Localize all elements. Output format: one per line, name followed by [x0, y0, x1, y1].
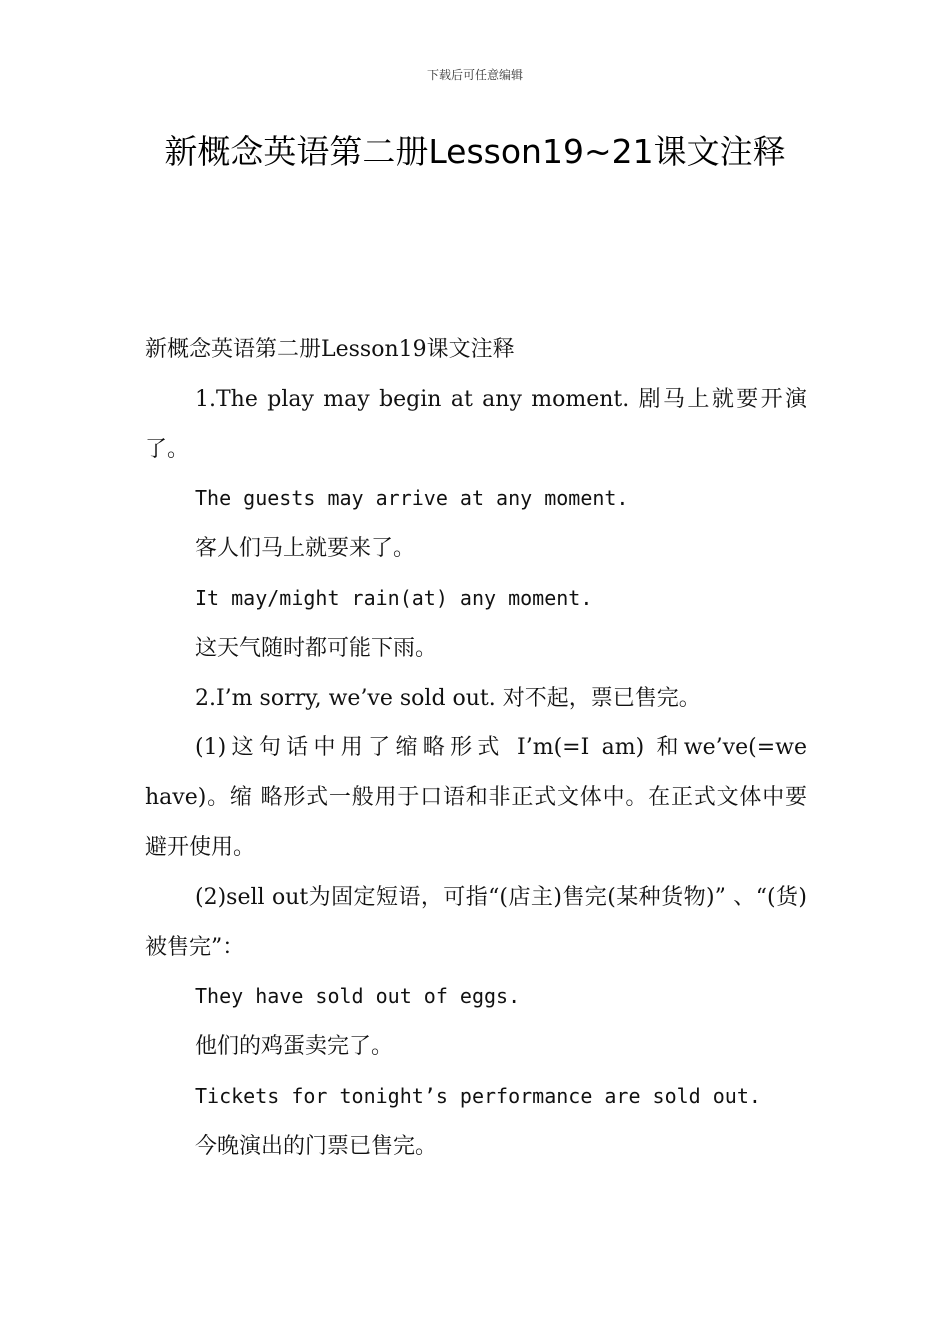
document-title: 新概念英语第二册Lesson19~21课文注释 — [164, 132, 786, 171]
paragraph: 1.The play may begin at any moment. 剧马上就要开演了。 — [145, 386, 807, 462]
paragraph: 这天气随时都可能下雨。 — [195, 635, 438, 661]
paragraph: Tickets for tonight’s performance are sold out. — [195, 1083, 761, 1108]
paragraph: 2.I’m sorry, we’ve sold out. 对不起，票已售完。 — [195, 685, 701, 711]
document-body — [145, 325, 807, 1172]
header-note: 下载后可任意编辑 — [426, 68, 523, 82]
paragraph: 客人们马上就要来了。 — [195, 536, 416, 562]
paragraph: It may/might rain(at) any moment. — [195, 585, 593, 610]
paragraph: The guests may arrive at any moment. — [195, 486, 629, 511]
section-heading: 新概念英语第二册Lesson19课文注释 — [145, 337, 515, 362]
paragraph: (2)sell out为固定短语，可指“(店主)售完(某种货物)” 、“(货)被售完”： — [145, 884, 807, 960]
paragraph: (1)这句话中用了缩略形式 I’m(=I am) 和we’ve(=we have)。缩 略形式一般用于口语和非正式文体中。在正式文体中要避开使用。 — [145, 735, 807, 860]
paragraph: They have sold out of eggs. — [195, 984, 521, 1009]
paragraph: 他们的鸡蛋卖完了。 — [195, 1034, 394, 1060]
paragraph: 今晚演出的门票已售完。 — [195, 1133, 438, 1159]
